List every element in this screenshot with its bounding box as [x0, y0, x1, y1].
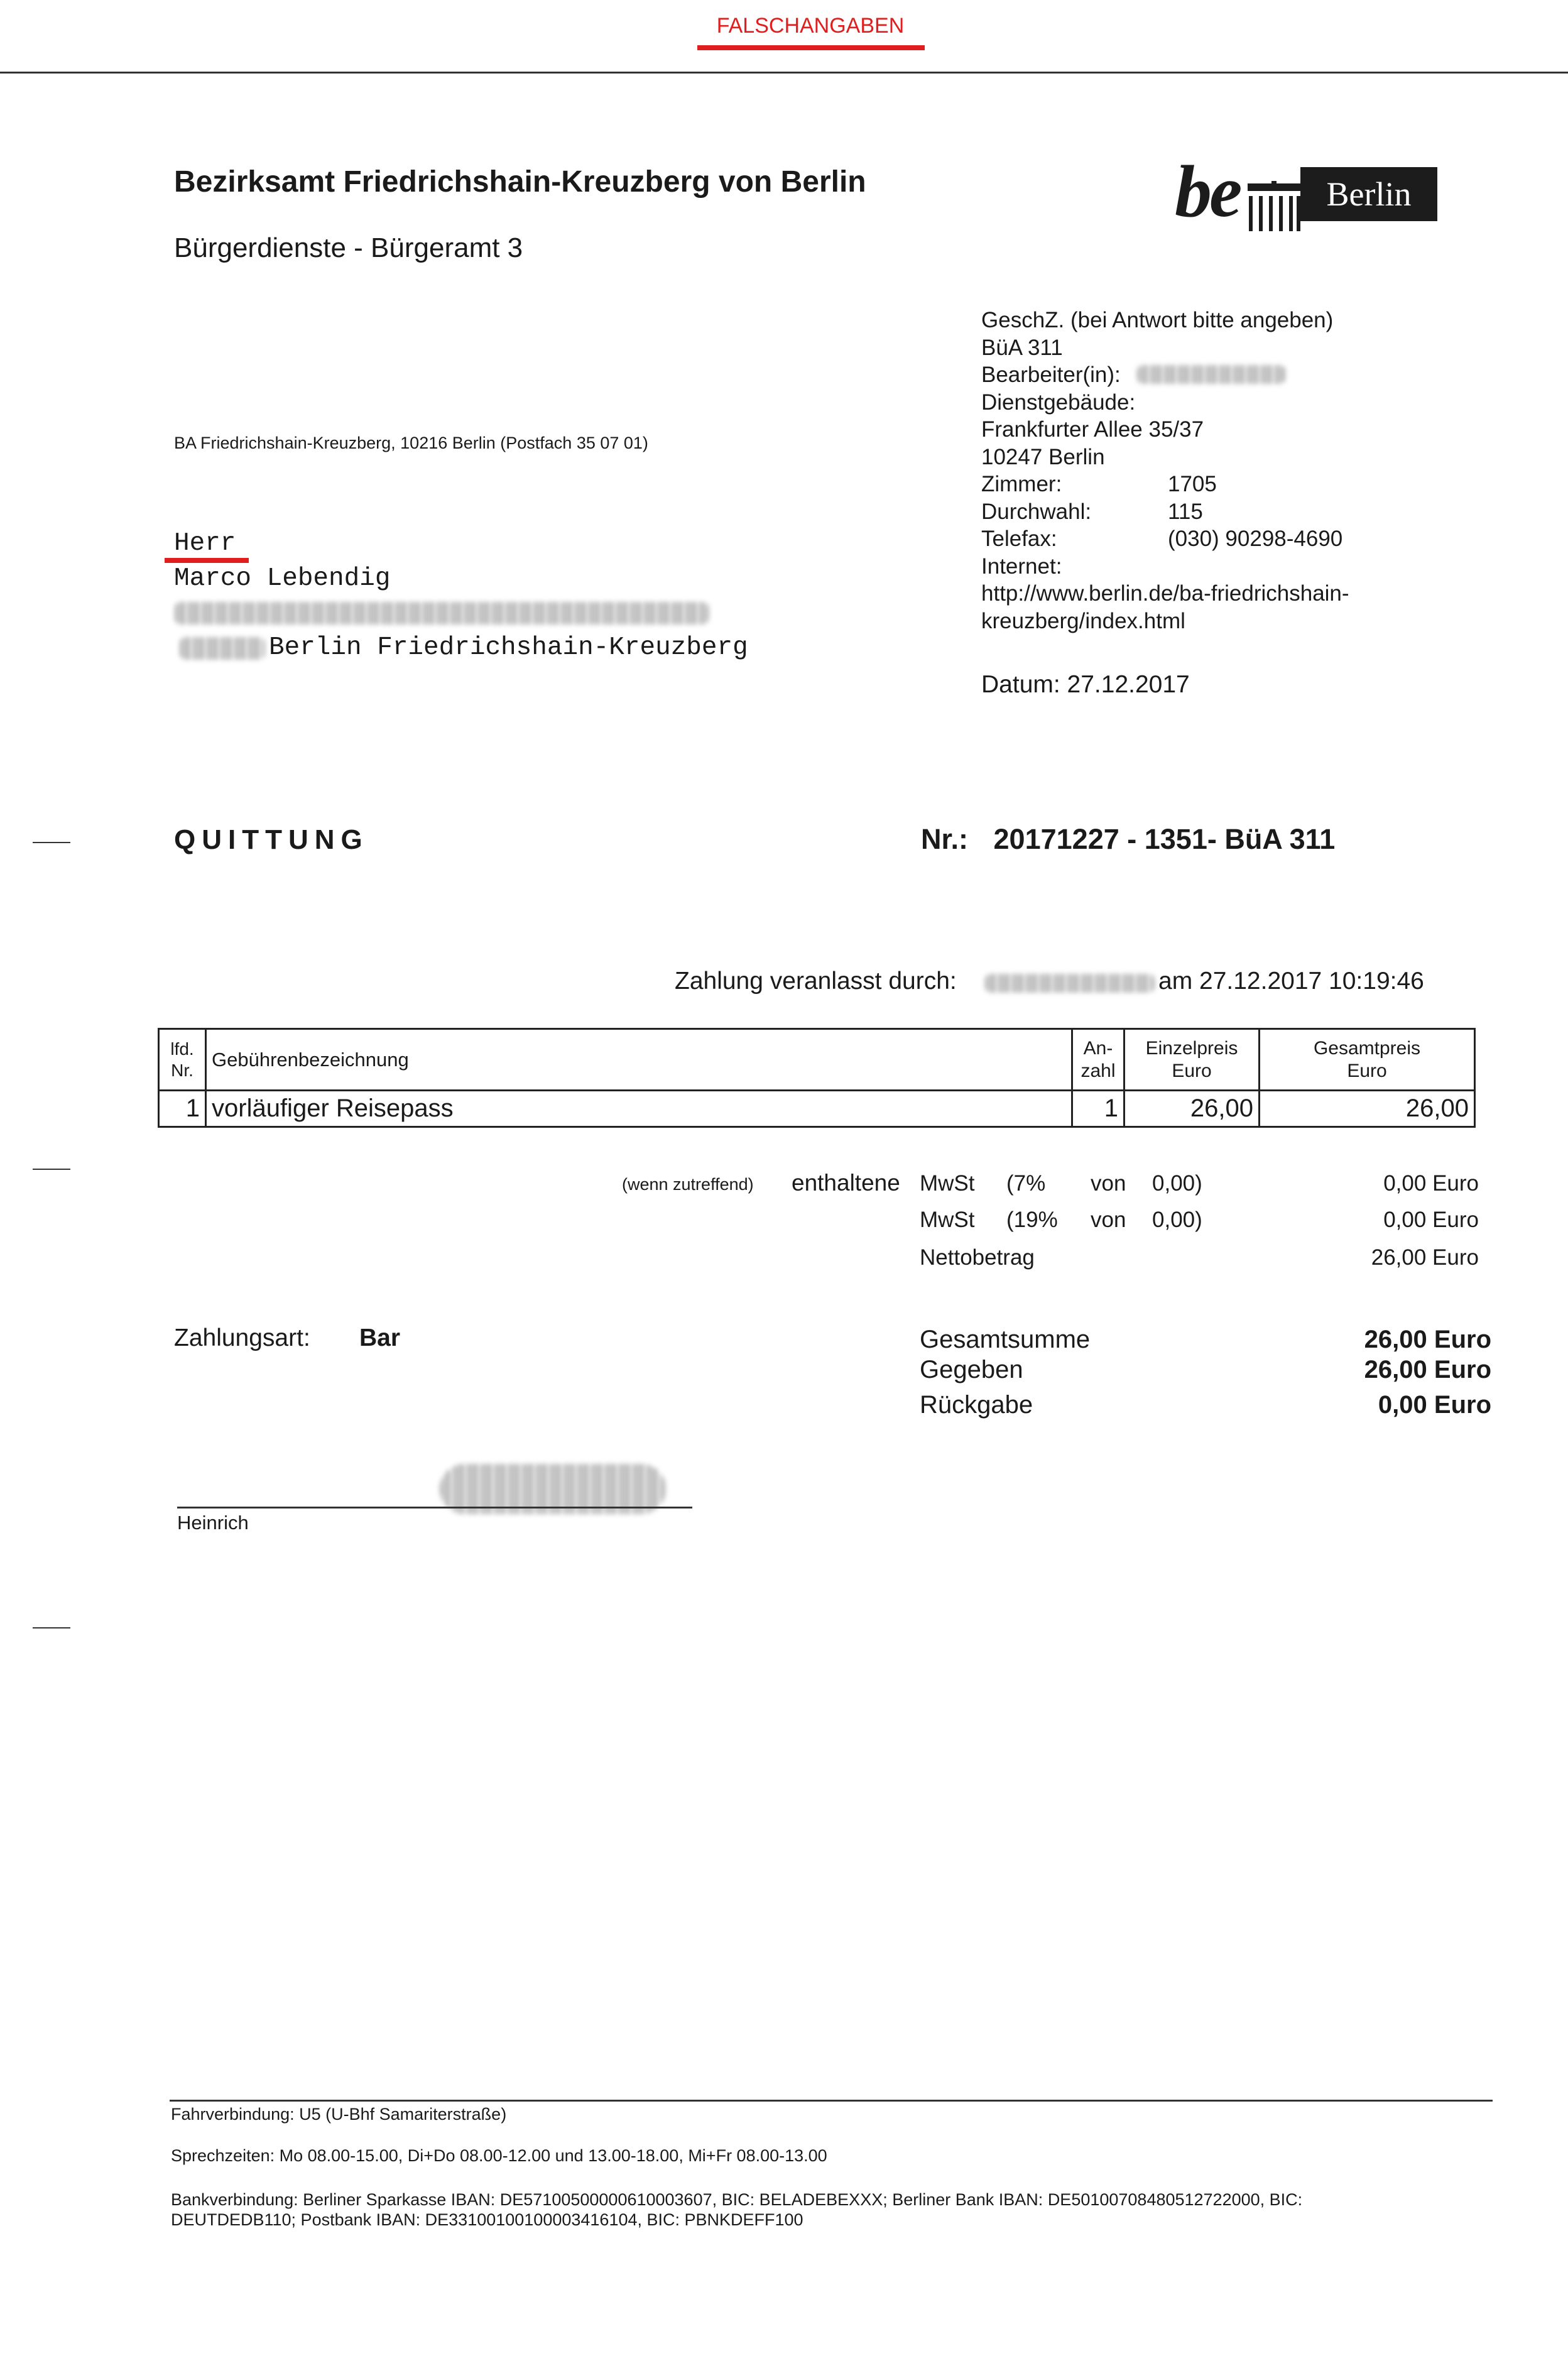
receipt-number-label: Nr.: [921, 823, 969, 855]
given-value: 26,00 Euro [1364, 1356, 1491, 1383]
berlin-logo-box: Berlin [1300, 167, 1437, 221]
berlin-logo-be: be [1175, 150, 1240, 232]
tax-amount: 0,00 Euro [1383, 1208, 1479, 1232]
items-table [158, 1028, 1476, 1128]
receipt-number-value: 20171227 - 1351- BüA 311 [993, 823, 1336, 855]
header-quantity: An- zahl [1072, 1029, 1124, 1091]
salutation-underline [165, 558, 249, 563]
header-total-price: Gesamtpreis Euro [1260, 1029, 1475, 1091]
tax-note: (wenn zutreffend) [622, 1175, 754, 1194]
extension-row [981, 498, 1349, 526]
payment-method-value: Bar [359, 1324, 401, 1351]
extension-label: Durchwahl: [981, 499, 1092, 524]
info-block [981, 307, 1349, 635]
tax-line-19 [920, 1208, 1485, 1235]
tax-label: MwSt [920, 1208, 975, 1232]
row-unit-price: 26,00 [1124, 1091, 1260, 1127]
tax-line-7 [920, 1171, 1485, 1199]
tax-of: von [1091, 1171, 1126, 1196]
receipt-title: QUITTUNG [174, 824, 369, 855]
tax-rate: (7% [1006, 1171, 1046, 1196]
tax-amount: 0,00 Euro [1383, 1171, 1479, 1196]
fold-mark-2 [33, 1169, 70, 1170]
recipient-city: Berlin Friedrichshain-Kreuzberg [269, 633, 748, 662]
header-description: Gebührenbezeichnung [206, 1029, 1072, 1091]
redacted-street [175, 602, 709, 625]
given-label: Gegeben [920, 1356, 1023, 1383]
given-row [920, 1356, 1491, 1386]
fax-label: Telefax: [981, 526, 1057, 551]
receipt-number [921, 823, 1335, 856]
change-row [920, 1391, 1491, 1421]
clerk-label: Bearbeiter(in): [981, 363, 1121, 387]
table-row [159, 1091, 1475, 1127]
header-nr: lfd. Nr. [159, 1029, 206, 1091]
total-row [920, 1326, 1491, 1356]
internet-link-line2[interactable]: kreuzberg/index.html [981, 608, 1185, 633]
office-label: Dienstgebäude: [981, 390, 1136, 415]
redacted-clerk [1137, 365, 1285, 384]
row-description: vorläufiger Reisepass [206, 1091, 1072, 1127]
tax-label: MwSt [920, 1171, 975, 1196]
internet-link-line1[interactable]: http://www.berlin.de/ba-friedrichshain- [981, 581, 1349, 606]
footer-transport: Fahrverbindung: U5 (U-Bhf Samariterstraße) [171, 2105, 507, 2124]
tax-base: 0,00) [1152, 1208, 1202, 1232]
recipient-salutation: Herr [174, 529, 236, 558]
internet-label: Internet: [981, 554, 1062, 579]
clerk-row [981, 361, 1349, 389]
fax-row [981, 525, 1349, 553]
department-subtitle: Bürgerdienste - Bürgeramt 3 [174, 232, 523, 263]
footer-bank-line1: Bankverbindung: Berliner Sparkasse IBAN: DE57100500000610003607, BIC: BELADEBEXXX; Berliner Bank IBAN: DE50100708480512722000, BIC: [171, 2190, 1303, 2209]
net-amount-row [920, 1245, 1485, 1273]
signature-line [177, 1507, 692, 1508]
header-unit-price: Einzelpreis Euro [1124, 1029, 1260, 1091]
room-value: 1705 [1168, 472, 1217, 496]
reference-label: GeschZ. (bei Antwort bitte angeben) [981, 308, 1334, 332]
total-label: Gesamtsumme [920, 1326, 1091, 1353]
falschangaben-stamp: FALSCHANGABEN [716, 14, 905, 38]
redacted-initiator [985, 974, 1155, 993]
row-total-price: 26,00 [1260, 1091, 1475, 1127]
change-label: Rückgabe [920, 1391, 1033, 1419]
footer-hours: Sprechzeiten: Mo 08.00-15.00, Di+Do 08.00-12.00 und 13.00-18.00, Mi+Fr 08.00-13.00 [171, 2146, 827, 2165]
table-header-row [159, 1029, 1475, 1091]
payment-initiated-time: am 27.12.2017 10:19:46 [1158, 968, 1424, 995]
net-label: Nettobetrag [920, 1245, 1035, 1270]
payment-method-label: Zahlungsart: [174, 1324, 310, 1351]
signer-name: Heinrich [177, 1512, 249, 1534]
room-row [981, 471, 1349, 498]
tax-rate: (19% [1006, 1208, 1058, 1232]
document-date: Datum: 27.12.2017 [981, 671, 1190, 698]
sender-line: BA Friedrichshain-Kreuzberg, 10216 Berlin (Postfach 35 07 01) [174, 434, 648, 452]
redacted-zip [180, 637, 265, 660]
stamp-underline [697, 45, 925, 50]
row-quantity: 1 [1072, 1091, 1124, 1127]
top-rule [0, 72, 1568, 74]
fax-value: (030) 90298-4690 [1168, 526, 1343, 551]
reference-value: BüA 311 [981, 335, 1063, 360]
room-label: Zimmer: [981, 472, 1062, 496]
change-value: 0,00 Euro [1378, 1391, 1491, 1419]
total-value: 26,00 Euro [1364, 1326, 1491, 1353]
fold-mark-3 [33, 1627, 70, 1628]
payment-initiated-label: Zahlung veranlasst durch: [675, 968, 957, 995]
net-value: 26,00 Euro [1371, 1245, 1479, 1270]
recipient-name: Marco Lebendig [174, 564, 391, 593]
row-nr: 1 [159, 1091, 206, 1127]
authority-title: Bezirksamt Friedrichshain-Kreuzberg von Berlin [174, 165, 866, 199]
office-zip-city: 10247 Berlin [981, 444, 1105, 469]
office-street: Frankfurter Allee 35/37 [981, 417, 1204, 442]
tax-of: von [1091, 1208, 1126, 1232]
extension-value: 115 [1168, 499, 1203, 524]
tax-base: 0,00) [1152, 1171, 1202, 1196]
fold-mark-1 [33, 842, 70, 843]
footer-bank-line2: DEUTDEDB110; Postbank IBAN: DE33100100100003416104, BIC: PBNKDEFF100 [171, 2210, 803, 2229]
footer-rule [170, 2100, 1493, 2102]
tax-contained-label: enthaltene [792, 1170, 900, 1196]
brandenburg-gate-icon [1246, 181, 1302, 232]
